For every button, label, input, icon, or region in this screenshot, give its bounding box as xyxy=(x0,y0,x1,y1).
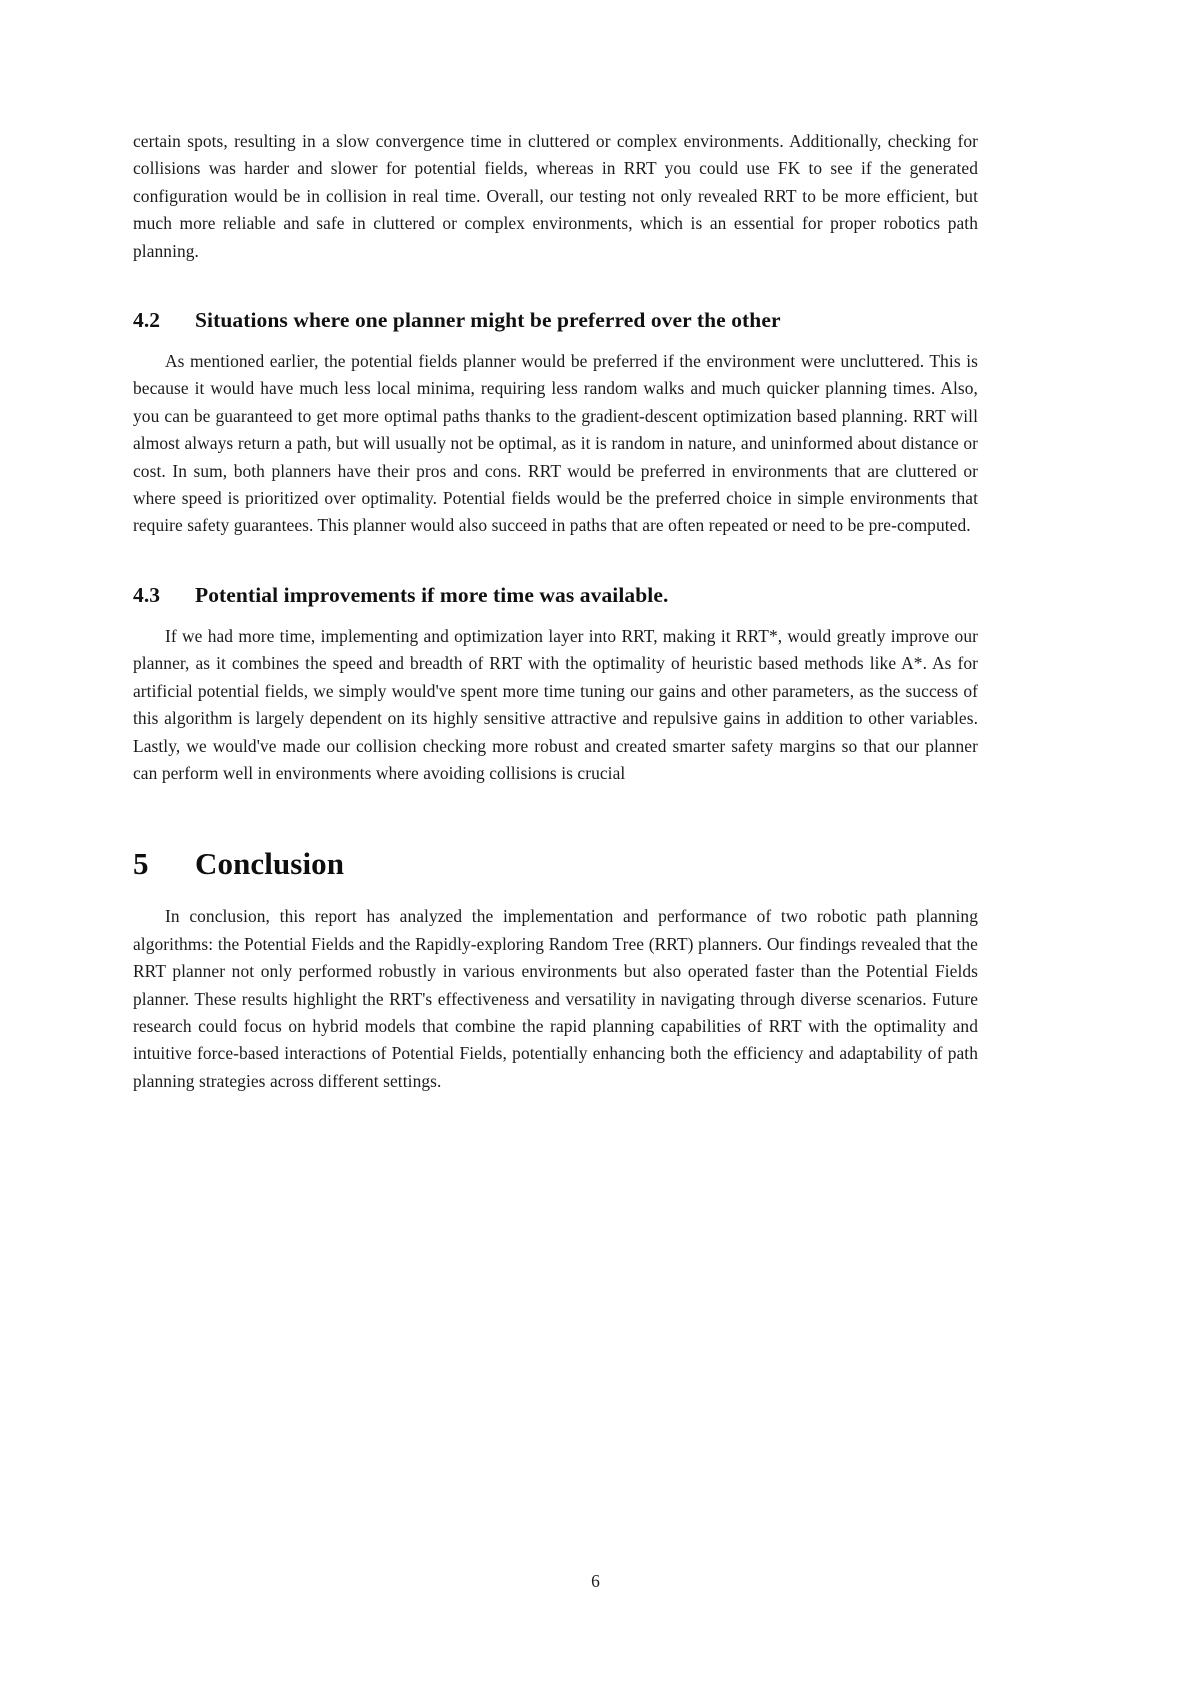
subsection-title: Potential improvements if more time was available. xyxy=(195,582,669,607)
section-heading-5 xyxy=(133,843,978,885)
spacer xyxy=(133,335,978,348)
spacer xyxy=(133,540,978,580)
spacer xyxy=(133,265,978,305)
paragraph-conclusion: In conclusion, this report has analyzed the implementation and performance of two robotic path planning algorithms: the Potential Fields and the Rapidly-exploring Random Tree (RRT) planners. Our findings revealed that the RRT planner not only performed robustly in various environments but also operated faster than the Potential Fields planner. These results highlight the RRT's effectiveness and versatility in navigating through diverse scenarios. Future research could focus on hybrid models that combine the rapid planning capabilities of RRT with the optimality and intuitive force-based interactions of Potential Fields, potentially enhancing both the efficiency and adaptability of path planning strategies across different settings. xyxy=(133,906,978,1091)
section-title: Conclusion xyxy=(195,846,345,882)
subsection-title: Situations where one planner might be preferred over the other xyxy=(195,308,781,333)
spacer xyxy=(133,610,978,623)
section-number: 5 xyxy=(133,846,149,882)
opening-paragraph: certain spots, resulting in a slow convergence time in cluttered or complex environments. Additionally, checking for collisions was harder and slower for potential fields, whereas in RRT you could use FK to see if the generated configuration would be in collision in real time. Overall, our testing not only revealed RRT to be more efficient, but much more reliable and safe in cluttered or complex environments, which is an essential for proper robotics path planning. xyxy=(133,131,978,261)
subsection-heading-4-2 xyxy=(133,305,978,335)
spacer xyxy=(133,787,978,843)
spacer xyxy=(133,885,978,903)
page-content xyxy=(133,128,978,1095)
subsection-heading-4-3 xyxy=(133,580,978,610)
page-number: 6 xyxy=(591,1571,600,1591)
subsection-number: 4.3 xyxy=(133,582,161,607)
paragraph-4-3: If we had more time, implementing and optimization layer into RRT, making it RRT*, would greatly improve our planner, as it combines the speed and breadth of RRT with the optimality of heuristic based methods like A*. As for artificial potential fields, we simply would've spent more time tuning our gains and other parameters, as the success of this algorithm is largely dependent on its highly sensitive attractive and repulsive gains in addition to other variables. Lastly, we would've made our collision checking more robust and created smarter safety margins so that our planner can perform well in environments where avoiding collisions is crucial xyxy=(133,625,978,783)
subsection-number: 4.2 xyxy=(133,308,161,333)
paragraph-4-2: As mentioned earlier, the potential fields planner would be preferred if the environment were uncluttered. This is because it would have much less local minima, requiring less random walks and much quicker planning times. Also, you can be guaranteed to get more optimal paths thanks to the gradient-descent optimization based planning. RRT will almost always return a path, but will usually not be optimal, as it is random in nature, and uninformed about distance or cost. In sum, both planners have their pros and cons. RRT would be preferred in environments that are cluttered or where speed is prioritized over optimality. Potential fields would be the preferred choice in simple environments that require safety guarantees. This planner would also succeed in paths that are often repeated or need to be pre-computed. xyxy=(133,351,978,536)
